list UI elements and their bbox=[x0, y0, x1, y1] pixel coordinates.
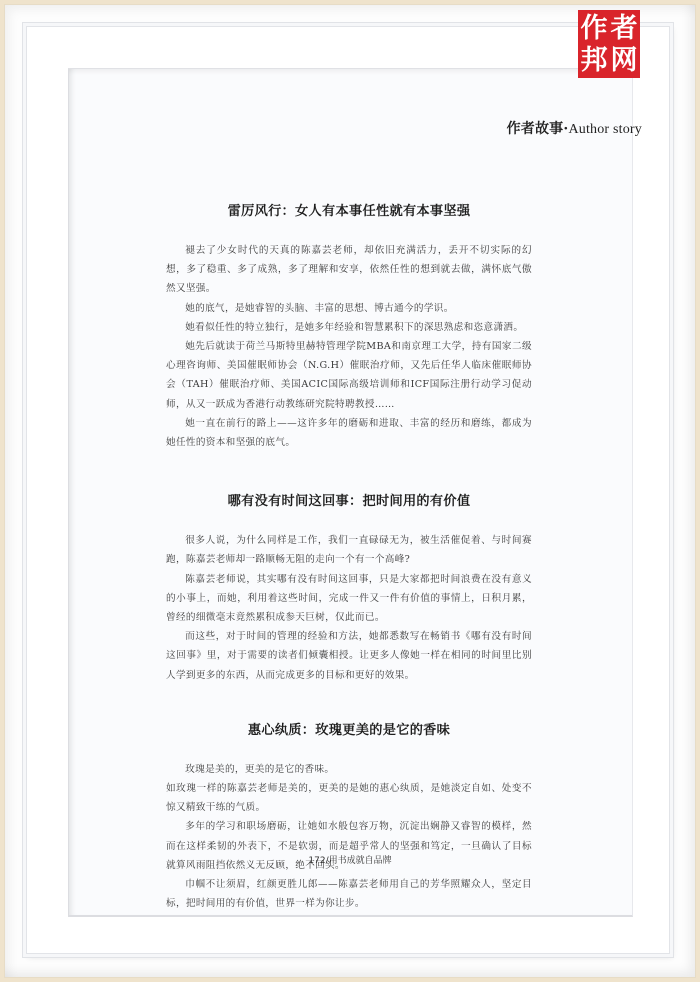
paragraph: 多年的学习和职场磨砺，让她如水般包容万物，沉淀出娴静又睿智的模样，然而在这样柔韧的外表下，不是软弱，而是超乎常人的坚强和笃定，一旦确认了目标就算风雨阻挡依然义无反顾，绝不回头。 bbox=[166, 821, 532, 871]
paragraph: 玫瑰是美的，更美的是它的香味。 bbox=[185, 763, 335, 775]
logo-char: 网 bbox=[610, 44, 638, 76]
section-title: 惠心纨质：玫瑰更美的是它的香味 bbox=[247, 722, 451, 738]
logo-char: 者 bbox=[610, 12, 638, 44]
paragraph: 而这些，对于时间的管理的经验和方法，她都悉数写在畅销书《哪有没有时间这回事》里，对于需要的读者们倾囊相授。让更多人像她一样在相同的时间里比别人学到更多的东西，从而完成更多的目标和更好的效果。 bbox=[166, 631, 532, 681]
paragraph: 她看似任性的特立独行，是她多年经验和智慧累积下的深思熟虑和恣意潇洒。 bbox=[185, 321, 524, 333]
paragraph: 褪去了少女时代的天真的陈嘉芸老师，却依旧充满活力，丢开不切实际的幻想，多了稳重、多了成熟，多了理解和安享，依然任性的想到就去做，满怀底气傲然又坚强。 bbox=[166, 245, 532, 295]
logo-char: 邦 bbox=[580, 44, 608, 76]
paragraph: 如玫瑰一样的陈嘉芸老师是美的，更美的是她的惠心纨质，是她淡定自如、处变不惊又精致干练的气质。 bbox=[166, 783, 532, 814]
header-en: Author story bbox=[568, 122, 642, 137]
page-footer: 172/用书成就自品牌 bbox=[308, 856, 392, 866]
article-body bbox=[166, 200, 532, 913]
paragraph: 她的底气，是她睿智的头脑、丰富的思想、博古通今的学识。 bbox=[185, 302, 454, 314]
paragraph: 陈嘉芸老师说，其实哪有没有时间这回事，只是大家都把时间浪费在没有意义的小事上，而她，利用着这些时间，完成一件又一件有价值的事情上，日积月累，曾经的细微毫末竟然累积成参天巨树，仅此而已。 bbox=[166, 573, 532, 624]
paragraph: 巾帼不让须眉，红颜更胜儿郎——陈嘉芸老师用自己的芳华照耀众人，坚定目标，把时间用的有价值，世界一样为你让步。 bbox=[166, 879, 532, 910]
section-title: 雷厉风行：女人有本事任性就有本事坚强 bbox=[227, 204, 471, 219]
paragraph: 她一直在前行的路上——这许多年的磨砺和进取、丰富的经历和磨练，都成为她任性的资本和坚强的底气。 bbox=[166, 417, 532, 449]
section-1 bbox=[166, 200, 532, 452]
logo-char: 作 bbox=[580, 12, 608, 44]
paragraph: 她先后就读于荷兰马斯特里赫特管理学院MBA和南京理工大学，持有国家二级心理咨询师、美国催眠师协会（N.G.H）催眠治疗师，又先后任华人临床催眠师协会（TAH）催眠治疗师、美国ACIC国际高级培训师和ICF国际注册行动学习促动师，从又一跃成为香港行动教练研究院特聘教授…… bbox=[166, 341, 532, 410]
paragraph: 很多人说，为什么同样是工作，我们一直碌碌无为，被生活催促着、与时间赛跑，陈嘉芸老师却一路顺畅无阻的走向一个有一个高峰? bbox=[166, 535, 532, 566]
section-3 bbox=[166, 719, 532, 914]
site-logo[interactable] bbox=[578, 10, 640, 78]
section-title: 哪有没有时间这回事：把时间用的有价值 bbox=[227, 494, 471, 510]
section-header bbox=[507, 118, 642, 138]
header-cn: 作者故事· bbox=[506, 121, 569, 137]
section-2 bbox=[166, 490, 532, 685]
